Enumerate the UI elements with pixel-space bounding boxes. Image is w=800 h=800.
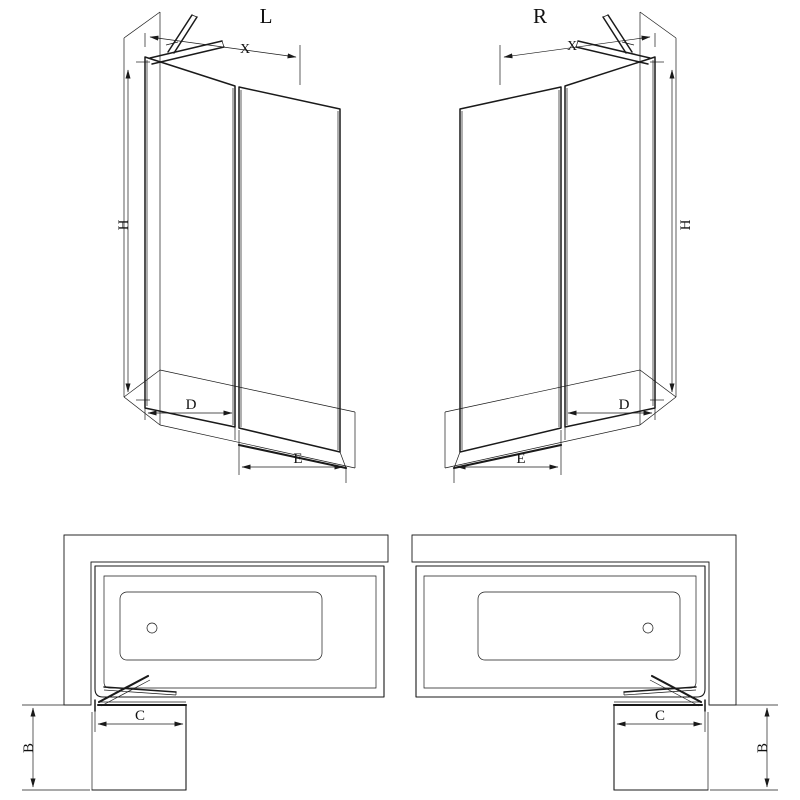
label-h-left: H — [116, 219, 132, 231]
variant-label-right: R — [532, 4, 548, 28]
label-c-right: C — [654, 708, 666, 724]
label-h-right: H — [678, 219, 694, 231]
plan-left-view — [21, 535, 388, 790]
label-e-left: E — [293, 451, 303, 467]
label-c-left: C — [134, 708, 146, 724]
wall-hatching-left — [64, 535, 388, 705]
variant-label-left: L — [259, 4, 273, 28]
label-d-right: D — [618, 397, 630, 413]
label-b-right: B — [755, 742, 771, 754]
wall-hatching-right — [412, 535, 736, 705]
label-x-right: X — [566, 39, 578, 54]
elevation-left-view — [116, 4, 355, 483]
label-e-right: E — [516, 451, 526, 467]
label-d-left: D — [185, 397, 197, 413]
plan-right-view — [412, 535, 778, 790]
label-b-left: B — [21, 742, 37, 754]
elevation-right-view — [445, 4, 694, 483]
label-x-left: X — [240, 42, 251, 57]
